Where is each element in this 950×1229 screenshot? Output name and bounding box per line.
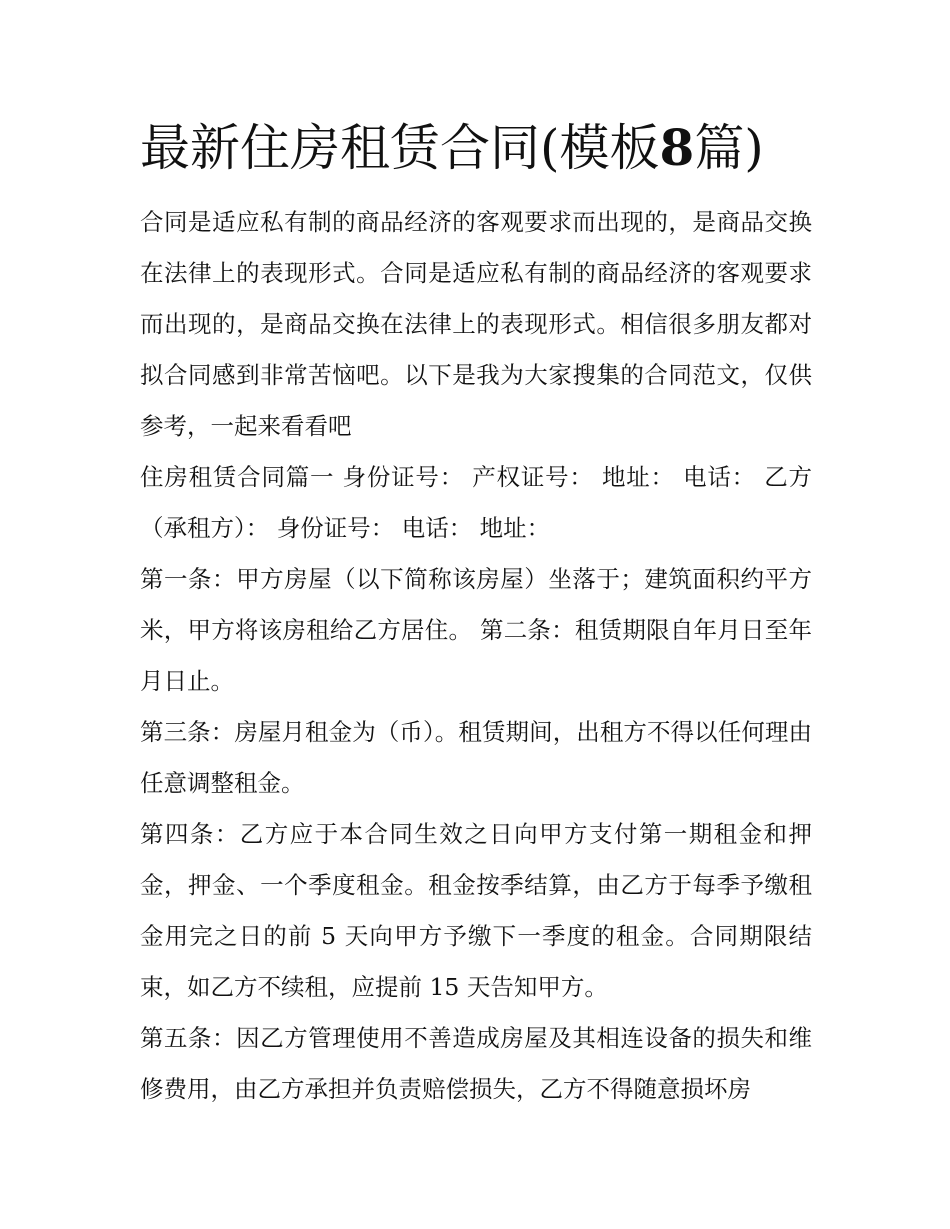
intro-paragraph: 合同是适应私有制的商品经济的客观要求而出现的，是商品交换在法律上的表现形式。合同是适应私有制的商品经济的客观要求而出现的，是商品交换在法律上的表现形式。相信很多朋友都对拟合同感到非常苦恼吧。以下是我为大家搜集的合同范文，仅供参考，一起来看看吧 (140, 208, 812, 440)
party-info-paragraph: 住房租赁合同篇一 身份证号： 产权证号： 地址： 电话： 乙方（承租方）： 身份证号： 电话： 地址： (140, 463, 812, 542)
article-4-paragraph: 第四条：乙方应于本合同生效之日向甲方支付第一期租金和押金，押金、一个季度租金。租金按季结算，由乙方于每季予缴租金用完之日的前 5 天向甲方予缴下一季度的租金。合同期限结束，如乙方不续租，应提前 15 天告知甲方。 (140, 820, 812, 1001)
article-3-paragraph: 第三条：房屋月租金为（币）。租赁期间，出租方不得以任何理由任意调整租金。 (140, 718, 812, 797)
article-1-paragraph: 第一条：甲方房屋（以下简称该房屋）坐落于；建筑面积约平方米，甲方将该房租给乙方居住。 第二条：租赁期限自年月日至年月日止。 (140, 565, 812, 695)
article-5-paragraph: 第五条：因乙方管理使用不善造成房屋及其相连设备的损失和维修费用，由乙方承担并负责赔偿损失，乙方不得随意损坏房 (140, 1024, 812, 1103)
title-number: 8 (659, 118, 695, 177)
document-title (140, 118, 840, 178)
title-main: 最新住房租赁合同(模板 (140, 119, 660, 177)
title-end: 篇) (694, 119, 764, 177)
document-body (140, 197, 812, 1115)
